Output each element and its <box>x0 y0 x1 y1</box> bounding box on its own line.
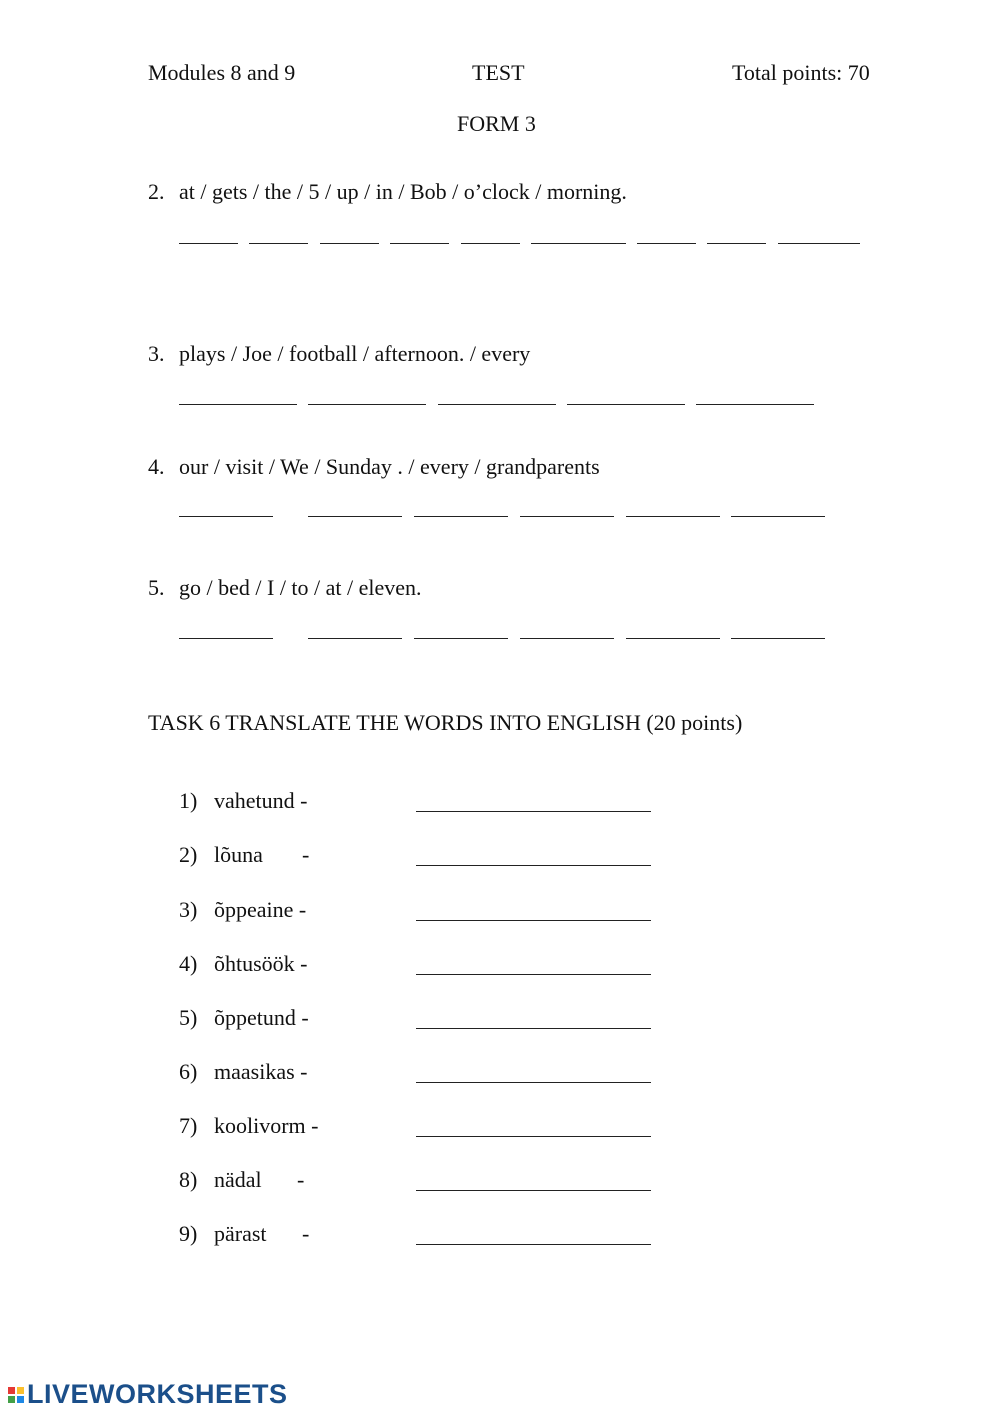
module-label: Modules 8 and 9 <box>148 60 296 85</box>
item-dash: - <box>302 1221 310 1246</box>
logo-square-yellow <box>17 1387 24 1394</box>
estonian-word: koolivorm - <box>214 1113 319 1138</box>
translation-blank[interactable] <box>416 920 651 921</box>
answer-blank[interactable] <box>308 638 402 639</box>
answer-blank[interactable] <box>308 404 426 405</box>
question-number: 5. <box>148 575 165 600</box>
item-number: 1) <box>179 788 198 813</box>
answer-blank[interactable] <box>707 243 766 244</box>
translation-blank[interactable] <box>416 1244 651 1245</box>
estonian-word: õppeaine - <box>214 897 307 922</box>
answer-blank[interactable] <box>308 516 402 517</box>
logo-square-green <box>8 1396 15 1403</box>
answer-blank[interactable] <box>696 404 814 405</box>
brand-name: LIVEWORKSHEETS <box>27 1379 288 1409</box>
answer-blank[interactable] <box>179 516 273 517</box>
item-number: 9) <box>179 1221 198 1246</box>
answer-blank[interactable] <box>249 243 308 244</box>
translation-blank[interactable] <box>416 1190 651 1191</box>
translation-blank[interactable] <box>416 865 651 866</box>
logo-square-red <box>8 1387 15 1394</box>
question-text: plays / Joe / football / afternoon. / every <box>179 341 531 366</box>
answer-blank[interactable] <box>778 243 860 244</box>
question-text: our / visit / We / Sunday . / every / grandparents <box>179 454 600 479</box>
answer-blank[interactable] <box>567 404 685 405</box>
answer-blank[interactable] <box>731 638 825 639</box>
question-number: 4. <box>148 454 165 479</box>
answer-blank[interactable] <box>320 243 379 244</box>
estonian-word: õppetund - <box>214 1005 309 1030</box>
item-number: 6) <box>179 1059 198 1084</box>
answer-blank[interactable] <box>438 404 556 405</box>
translation-blank[interactable] <box>416 811 651 812</box>
question-text: at / gets / the / 5 / up / in / Bob / o’clock / morning. <box>179 179 627 204</box>
estonian-word: pärast <box>214 1221 267 1246</box>
translation-blank[interactable] <box>416 974 651 975</box>
test-title: TEST <box>472 60 525 85</box>
item-dash: - <box>297 1167 305 1192</box>
answer-blank[interactable] <box>531 243 626 244</box>
answer-blank[interactable] <box>179 404 297 405</box>
estonian-word: nädal <box>214 1167 262 1192</box>
item-number: 3) <box>179 897 198 922</box>
estonian-word: maasikas - <box>214 1059 308 1084</box>
question-number: 3. <box>148 341 165 366</box>
answer-blank[interactable] <box>390 243 449 244</box>
form-label: FORM 3 <box>457 111 536 136</box>
answer-blank[interactable] <box>731 516 825 517</box>
estonian-word: õhtusöök - <box>214 951 308 976</box>
estonian-word: vahetund - <box>214 788 308 813</box>
task-6-heading: TASK 6 TRANSLATE THE WORDS INTO ENGLISH (20 points) <box>148 710 743 735</box>
item-dash: - <box>302 842 310 867</box>
logo-mark-icon <box>8 1387 24 1403</box>
answer-blank[interactable] <box>179 243 238 244</box>
question-number: 2. <box>148 179 165 204</box>
answer-blank[interactable] <box>637 243 696 244</box>
answer-blank[interactable] <box>414 516 508 517</box>
answer-blank[interactable] <box>179 638 273 639</box>
item-number: 8) <box>179 1167 198 1192</box>
answer-blank[interactable] <box>461 243 520 244</box>
item-number: 4) <box>179 951 198 976</box>
estonian-word: lõuna <box>214 842 263 867</box>
item-number: 5) <box>179 1005 198 1030</box>
total-points: Total points: 70 <box>732 60 870 85</box>
answer-blank[interactable] <box>520 516 614 517</box>
answer-blank[interactable] <box>520 638 614 639</box>
answer-blank[interactable] <box>626 638 720 639</box>
liveworksheets-logo[interactable] <box>8 1381 288 1408</box>
answer-blank[interactable] <box>414 638 508 639</box>
translation-blank[interactable] <box>416 1082 651 1083</box>
translation-blank[interactable] <box>416 1028 651 1029</box>
translation-blank[interactable] <box>416 1136 651 1137</box>
item-number: 7) <box>179 1113 198 1138</box>
question-text: go / bed / I / to / at / eleven. <box>179 575 422 600</box>
item-number: 2) <box>179 842 198 867</box>
logo-square-blue <box>17 1396 24 1403</box>
answer-blank[interactable] <box>626 516 720 517</box>
